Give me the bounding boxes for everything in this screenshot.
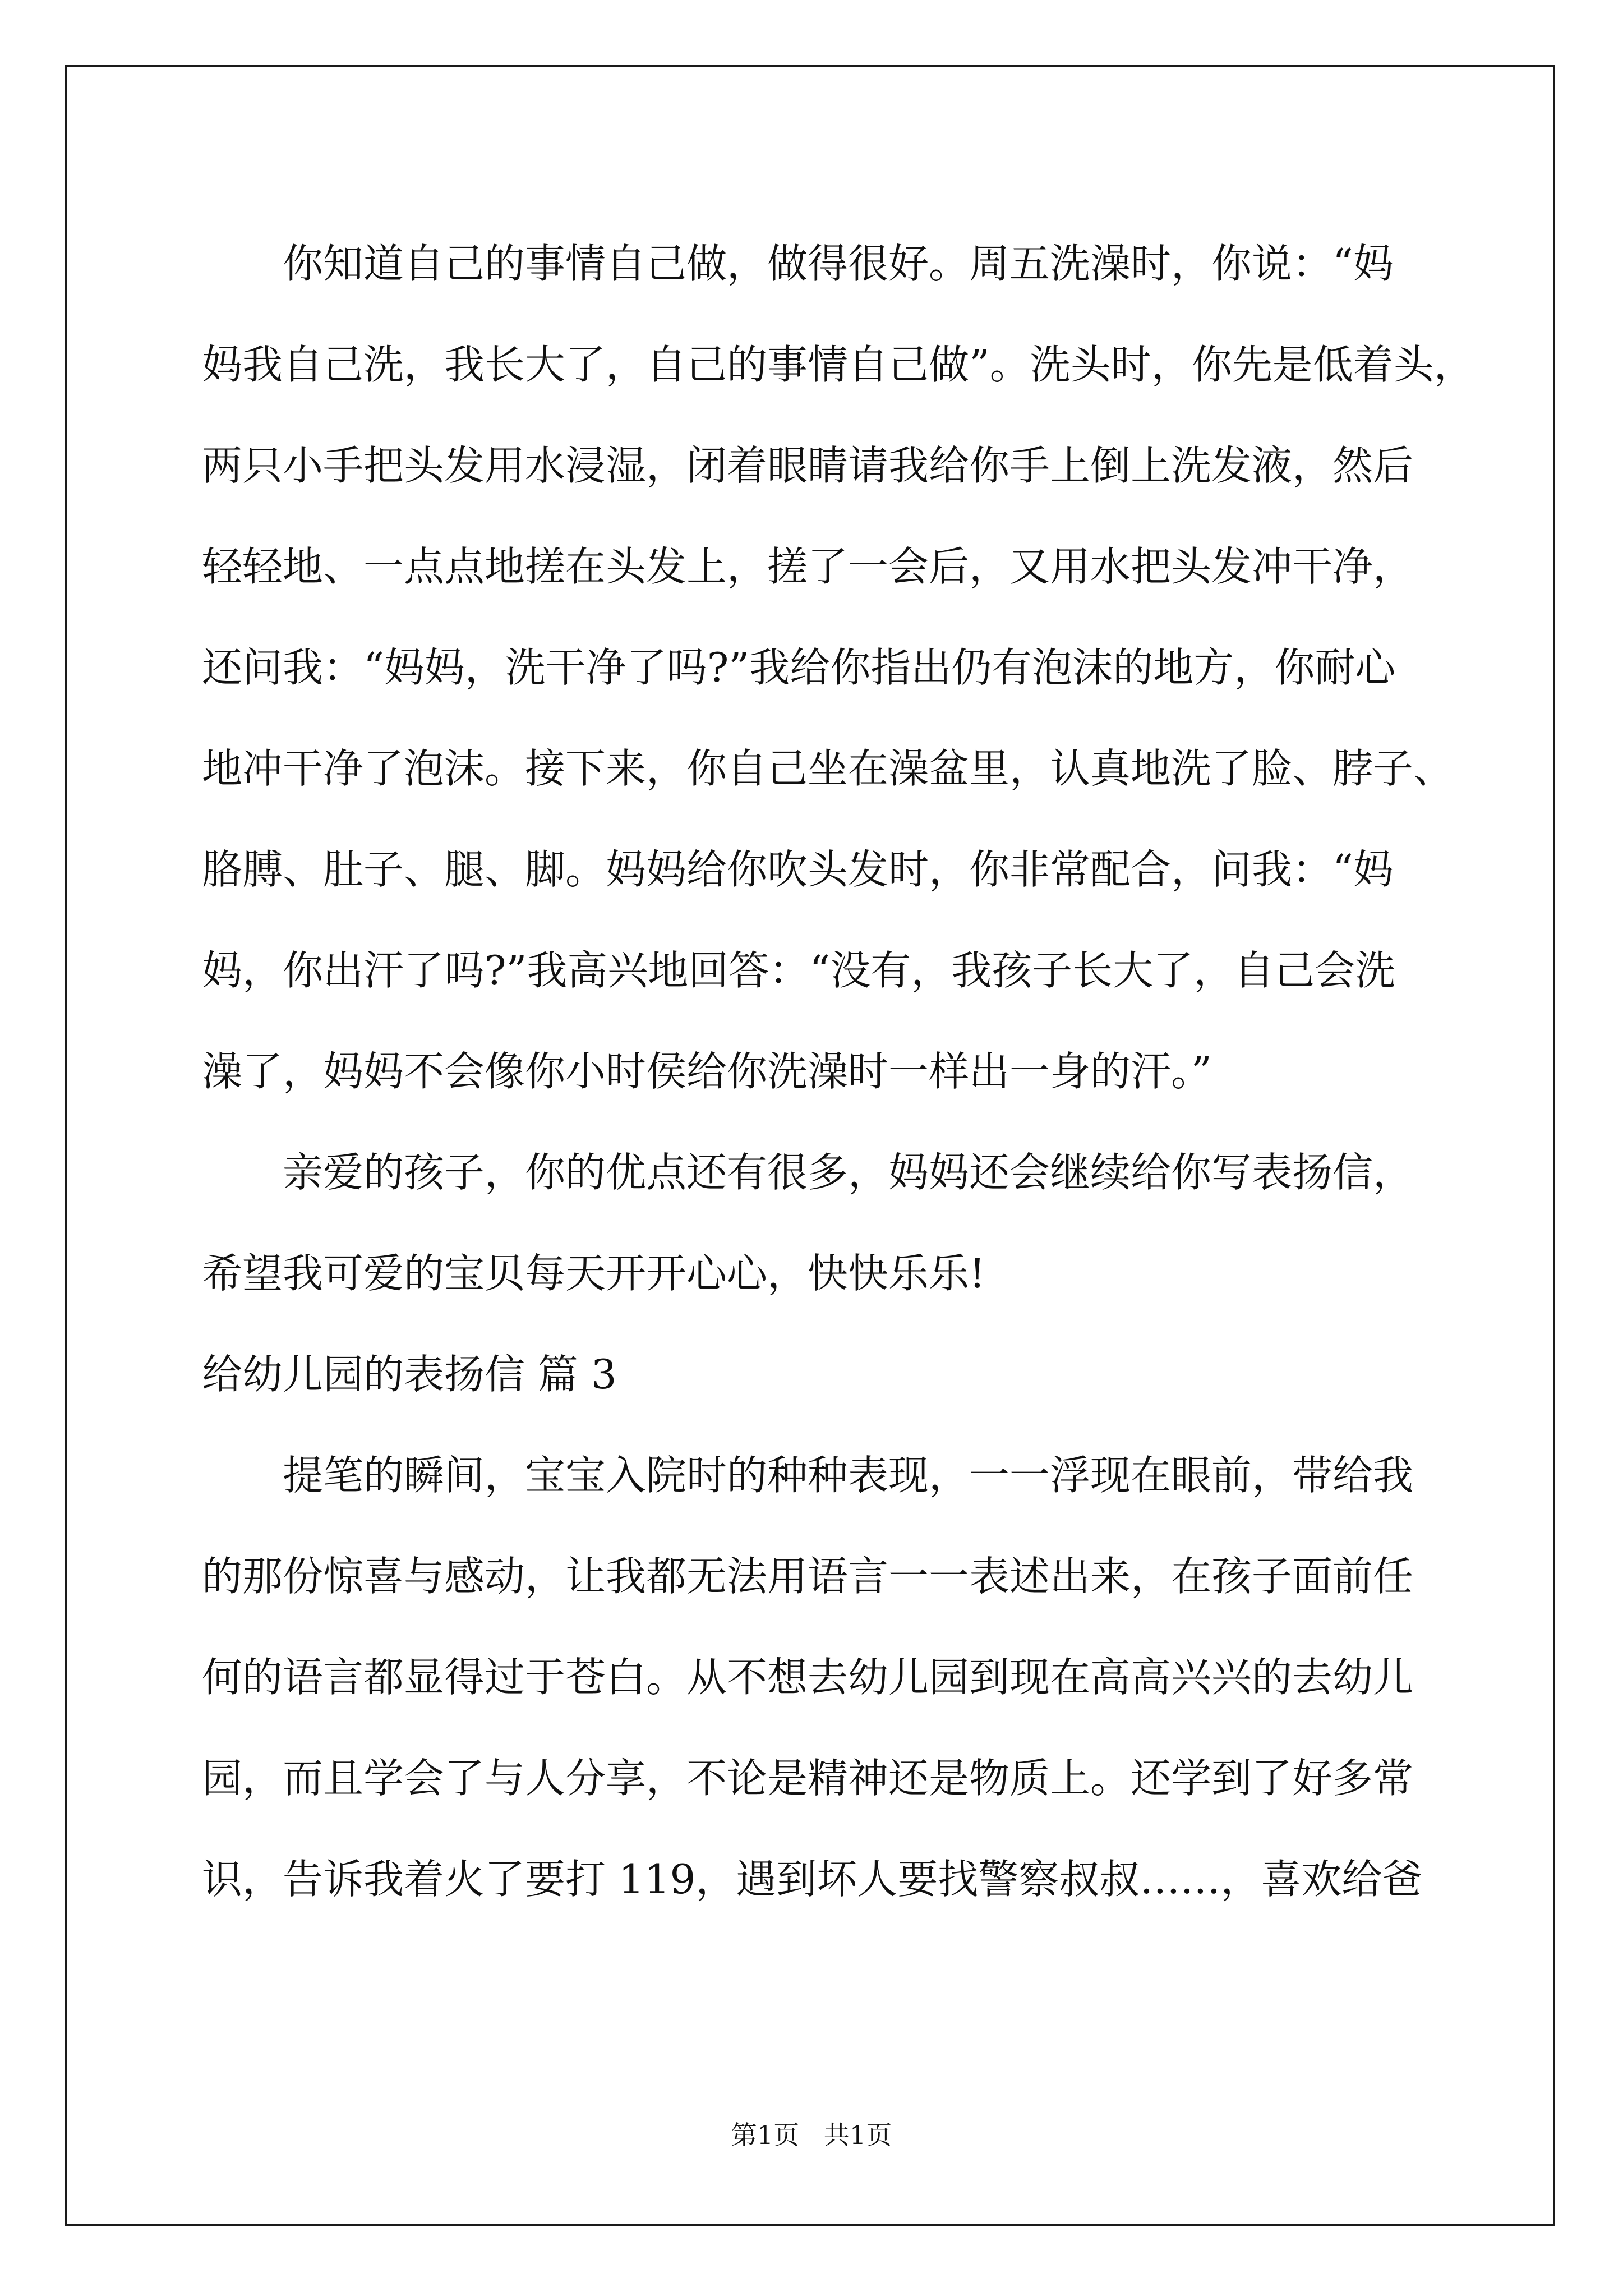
paragraph-line: 胳膊、肚子、腿、脚。妈妈给你吹头发时，你非常配合，问我：“妈 [202,846,1394,893]
page-number: 第1页 共1页 [731,2120,892,2150]
section-heading: 给幼儿园的表扬信 篇 3 [202,1351,617,1398]
paragraph-line: 两只小手把头发用水浸湿，闭着眼睛请我给你手上倒上洗发液，然后 [202,442,1414,489]
paragraph-line: 地冲干净了泡沫。接下来，你自己坐在澡盆里，认真地洗了脸、脖子、 [202,745,1454,792]
paragraph-line: 何的语言都显得过于苍白。从不想去幼儿园到现在高高兴兴的去幼儿 [202,1654,1414,1701]
document-body [202,213,1474,1930]
paragraph-line: 你知道自己的事情自己做，做得很好。周五洗澡时，你说：“妈 [283,240,1394,287]
paragraph-line: 园，而且学会了与人分享，不论是精神还是物质上。还学到了好多常 [202,1755,1414,1802]
paragraph-line: 提笔的瞬间，宝宝入院时的种种表现，一一浮现在眼前，带给我 [283,1452,1414,1499]
paragraph-line: 识，告诉我着火了要打 119，遇到坏人要找警察叔叔……，喜欢给爸 [202,1856,1423,1903]
paragraph-line: 轻轻地、一点点地搓在头发上，搓了一会后，又用水把头发冲干净， [202,543,1414,590]
paragraph-line: 澡了，妈妈不会像你小时侯给你洗澡时一样出一身的汗。” [202,1048,1212,1095]
paragraph-line: 妈我自己洗，我长大了，自己的事情自己做”。洗头时，你先是低着头， [202,341,1474,388]
paragraph-line: 妈，你出汗了吗?”我高兴地回答：“没有，我孩子长大了，自己会洗 [202,947,1396,994]
paragraph-line: 的那份惊喜与感动，让我都无法用语言一一表述出来，在孩子面前任 [202,1553,1414,1600]
paragraph-line: 还问我：“妈妈，洗干净了吗?”我给你指出仍有泡沫的地方，你耐心 [202,644,1396,691]
page-footer [0,2115,1623,2152]
paragraph-line: 亲爱的孩子，你的优点还有很多，妈妈还会继续给你写表扬信， [283,1149,1414,1196]
paragraph-line: 希望我可爱的宝贝每天开开心心，快快乐乐! [202,1250,985,1297]
